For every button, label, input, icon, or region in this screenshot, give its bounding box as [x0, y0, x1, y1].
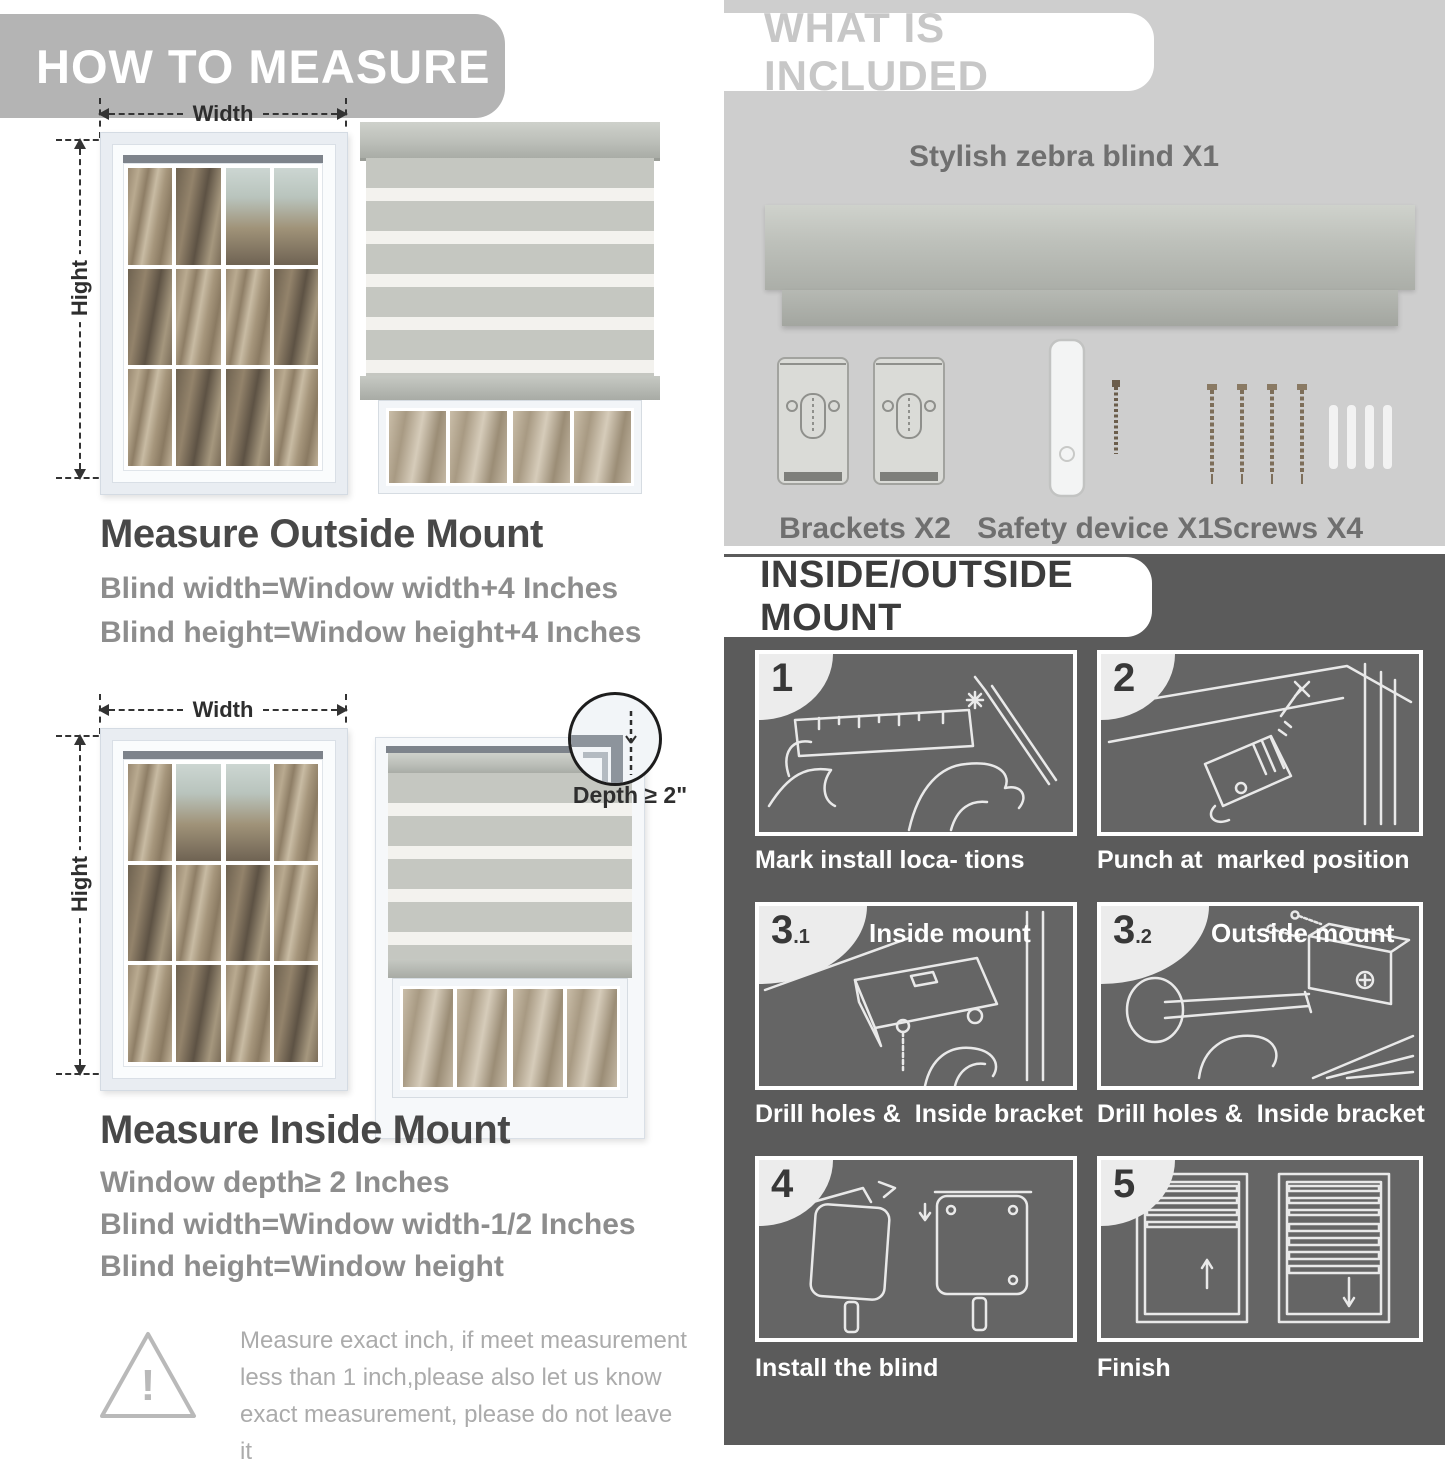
depth-label: Depth ≥ 2": [572, 782, 688, 808]
height-label-outside: Hight: [63, 254, 97, 322]
outside-width-formula: Blind width=Window width+4 Inches: [100, 572, 619, 605]
depth-magnifier-icon: [568, 692, 662, 786]
window-inside-mount: [100, 728, 348, 1091]
mount-banner: [724, 554, 1152, 639]
step-3-2-tile: [1097, 902, 1423, 1090]
step-3-1-tile: [755, 902, 1077, 1090]
window-outside-mount: [100, 132, 348, 495]
step-2-caption: Punch at marked position: [1097, 846, 1410, 874]
height-label-inside: Hight: [63, 850, 97, 918]
outside-mount-heading: Measure Outside Mount: [100, 512, 543, 556]
how-to-measure-title: HOW TO MEASURE: [36, 39, 491, 93]
headrail-lower-graphic: [782, 290, 1398, 326]
step-4-caption: Install the blind: [755, 1354, 939, 1382]
inside-width-formula: Blind width=Window width-1/2 Inches: [100, 1208, 636, 1241]
screws-label: Screws X4: [1212, 512, 1364, 545]
outside-height-formula: Blind height=Window height+4 Inches: [100, 616, 642, 649]
mount-title: INSIDE/OUTSIDE MOUNT: [760, 554, 1074, 639]
width-arrow-outside: [98, 102, 348, 126]
inside-mount-heading: Measure Inside Mount: [100, 1108, 511, 1152]
step-3-2-badge: 3 .2: [1101, 906, 1209, 984]
inside-height-formula: Blind height=Window height: [100, 1250, 504, 1283]
step-5-badge: 5: [1101, 1160, 1175, 1226]
step-4-tile: [755, 1156, 1077, 1342]
step-3-2-caption: Drill holes & Inside bracket: [1097, 1100, 1425, 1128]
product-label: Stylish zebra blind X1: [908, 140, 1220, 173]
step-3-1-title: Inside mount: [869, 918, 1031, 948]
step-5-caption: Finish: [1097, 1354, 1171, 1382]
width-label-outside: Width: [192, 101, 254, 126]
step-2-badge: 2: [1101, 654, 1175, 720]
screws-graphic: [1200, 382, 1400, 492]
brackets-graphic: [770, 350, 960, 500]
width-arrow-inside: [98, 698, 348, 722]
step-4-badge: 4: [759, 1160, 833, 1226]
inside-depth-rule: Window depth≥ 2 Inches: [100, 1166, 450, 1199]
headrail-graphic: [765, 205, 1415, 290]
width-label-inside: Width: [192, 697, 254, 722]
brackets-label: Brackets X2: [779, 512, 951, 545]
step-1-caption: Mark install loca- tions: [755, 846, 1025, 874]
step-2-tile: [1097, 650, 1423, 836]
warning-triangle-icon: [96, 1326, 200, 1424]
what-is-included-banner: [724, 4, 1154, 99]
step-3-1-caption: Drill holes & Inside bracket: [755, 1100, 1083, 1128]
measure-warning-text: Measure exact inch, if meet measurement less than 1 inch,please also let us know exact measurement, please do not leave it: [240, 1327, 687, 1465]
safety-device-label: Safety device X1: [977, 512, 1214, 545]
safety-device-graphic: [1030, 336, 1150, 508]
step-3-1-badge: 3 .1: [759, 906, 867, 984]
step-1-tile: [755, 650, 1077, 836]
step-1-badge: 1: [759, 654, 833, 720]
height-arrow-inside: [67, 734, 92, 1076]
what-is-included-title: WHAT IS INCLUDED: [764, 4, 989, 99]
svg-text:!: !: [140, 1361, 156, 1410]
height-arrow-outside: [67, 138, 92, 480]
step-5-tile: [1097, 1156, 1423, 1342]
step-3-2-title: Outside mount: [1211, 918, 1395, 948]
